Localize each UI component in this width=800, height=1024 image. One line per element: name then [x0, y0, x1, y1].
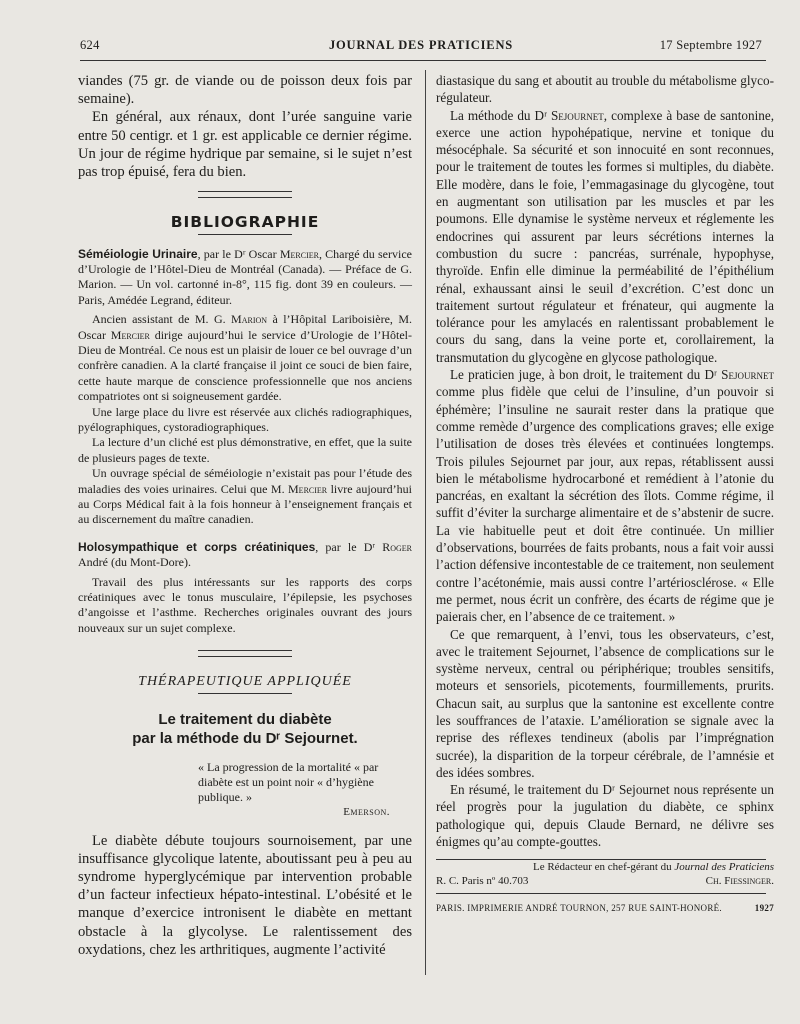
paragraph: viandes (75 gr. de viande ou de poisson deux fois par semaine). [78, 73, 412, 108]
author-name: Mercier [279, 246, 319, 261]
epigraph-quote: « La progression de la mortalité « par diabète est un point noir « d’hygiène publique. » [198, 759, 379, 804]
printer-imprint: PARIS. IMPRIMERIE ANDRÉ TOURNON, 257 RUE SAINT-HONORÉ. 1927 [436, 900, 774, 917]
title-underline [198, 693, 292, 694]
epigraph [198, 760, 412, 820]
issue-date: 17 Septembre 1927 [659, 38, 762, 52]
book-title: Holosympathique et corps créatiniques [78, 539, 316, 554]
paragraph: Ce que remarquent, à l’envi, tous les observateurs, c’est, avec le traitement Sejournet, l’absence de complications sur le système nerveux, central ou périphérique; troubles sensitifs, moteurs et sensoriels, picotements, fourmillements, prurits. Chacun sait, au surplus que la santonine est excellente contre les souffrances de l’ataxie. L’amélioration se signale avec la reprise des réflexes tendineux (abolis par l’imprégnation sucrée), la disparition de la torpeur cérébrale, de l’amnésie et des idées sombres. [436, 626, 774, 780]
article-title: Le traitement du diabète par la méthode du Dʳ Sejournet. [132, 710, 358, 747]
paragraph: En résumé, le traitement du Dʳ Sejournet nous représente un réel progrès pour la jugulation du diabète, ce sphinx pathologique qui, depuis Claude Bernard, ne délivre ses énigmes qu’au compte-gouttes. [436, 782, 774, 850]
registration-number: R. C. Paris nº 40.703 [436, 875, 529, 888]
paragraph: La méthode du Dʳ Sejournet, complexe à base de santonine, exerce une action hypohépatique, nervine et tonique du mésocéphale. Sa sécurité et son innocuité en sont reconnues, pour le traitement de toutes les formes si multiples, du diabète. Elle modère, dans le foie, l’emmagasinage du glycogène, tout en augmentant son utilisation par les muscles et par les poumons. Elle dynamise le système nerveux et réglemente les endocrines qui assurent par leurs sécrétions internes la combustion du sucre : pancréas, surrénale, hypophyse, thyroïde. Enfin elle diminue la perméabilité de l’épithélium rénal, exhaussant ainsi le seuil d’excrétion. C’est donc un traitement surtout régulateur et frénateur, qui augmente la tolérance pour les amylacés en ralentissant probablement le cours du sang, dans la veine porte et, corollairement, la transmutation du glycogène en glycose pathologique. [436, 107, 774, 365]
right-column [436, 72, 774, 918]
paragraph: Le praticien juge, à bon droit, le traitement du Dʳ Sejournet comme plus fidèle que celui de l’insuline, d’un pouvoir si éphémère; l’insuline ne saurait rester dans la pratique que comme remède d’urgence des complications graves; elle exige l’utilisation de doses très élevées et continuées longtemps. Trois pilules Sejournet par jour, aux repas, rétablissent aussi bien le métabolisme hydrocarboné et remédient à l’atonie du pancréas, en exaltant la sécrétion des îlots. Comme régime, il suffit d’éviter la surcharge alimentaire et de s’abstenir de sucre. La vie habituelle peut et doit être continuée. Un millier d’observations, bourrées de faits probants, nous a fait voir aussi l’action défensive incontestable de ce traitement, non seulement contre l’acétonémie, mais aussi contre l’artériosclérose. « Elle me permet, nous écrit un confrère, des écarts de régime que je paierais cher, en l’absence de ce traitement. » [436, 367, 774, 625]
paragraph: Une large place du livre est réservée aux clichés radiographiques, pyélographiques, cystoradiographiques. [78, 404, 412, 434]
paragraph: Un ouvrage spécial de séméiologie n’existait pas pour l’étude des maladies des voies urinaires. Celui que M. Mercier livre aujourd’hui au Corps Médical fait à la fois honneur à l’enseignement français et au discernement du maître canadien. [78, 466, 412, 527]
header-rule [80, 60, 766, 61]
bibliography-entry: Holosympathique et corps créatiniques, par le Dʳ Roger André (du Mont-Dore). [78, 539, 412, 570]
editor-signature: Ch. Fiessinger. [705, 875, 774, 888]
bibliography-entry: Séméiologie Urinaire, par le Dʳ Oscar Mercier, Chargé du service d’Urologie de l’Hôtel-Dieu de Montréal (Canada). — Préface de G. Marion. — Un vol. cartonné in-8°, 115 fig. dont 39 en couleurs. — Paris, Amédée Legrand, éditeur. [78, 246, 412, 307]
epigraph-author: Emerson. [343, 805, 390, 818]
section-title-bibliographie: BIBLIOGRAPHIE [170, 213, 320, 232]
paragraph: La lecture d’un cliché est plus démonstrative, en effet, que la suite de plusieurs pages de texte. [78, 435, 412, 465]
title-underline [198, 234, 292, 235]
section-divider [198, 650, 292, 657]
section-title-therapeutique: THÉRAPEUTIQUE APPLIQUÉE [138, 674, 352, 690]
imprint-year: 1927 [754, 903, 774, 914]
section-divider [198, 191, 292, 198]
page-header [80, 38, 762, 58]
column-divider [425, 70, 426, 975]
book-title: Séméiologie Urinaire [78, 246, 198, 261]
paragraph: Travail des plus intéressants sur les rapports des corps créatiniques avec le tonus musculaire, l’épilepsie, les psychoses d’angoisse et l’asthme. Recherches originales ouvrant des jours nouveaux sur un sujet complexe. [78, 574, 412, 635]
editor-footer: Le Rédacteur en chef-gérant du Journal des Praticiens R. C. Paris nº 40.703 Ch. Fiessinger. [436, 861, 774, 888]
page-number: 624 [80, 38, 100, 52]
paragraph: Le diabète débute toujours sournoisement, par une insuffisance glycolique latente, aboutissant peu à peu au syndrome hyperglycémique par intervention probable d’un facteur infectieux hépato-intestinal. L’obésité et le manque d’exercice intronisent le diabète en mettant obstacle à la glycolyse. Le ralentissement des oxydations, chez les arthritiques, augmente l’activité [78, 832, 412, 958]
left-column [78, 72, 412, 959]
paragraph: Ancien assistant de M. G. Marion à l’Hôpital Lariboisière, M. Oscar Mercier dirige aujourd’hui le service d’Urologie de l’Hôtel-Dieu de Montréal. Ce nous est un plaisir de louer ce bel ouvrage d’un confrère canadien. A la clarté française il joint ce souci de bien faire, cette haute marque de conscience professionnelle que nos anciens compatriotes ont si soigneusement gardée. [78, 312, 413, 404]
author-name: Roger [382, 539, 412, 554]
journal-title: JOURNAL DES PRATICIENS [328, 38, 514, 52]
footer-rule [436, 893, 766, 894]
paragraph: En général, aux rénaux, dont l’urée sanguine varie entre 50 centigr. et 1 gr. est applicable ce dernier régime. Un jour de régime hydrique par semaine, si le sujet n’est pas trop épuisé, fera du bien. [78, 109, 412, 181]
paragraph: diastasique du sang et aboutit au trouble du métabolisme glyco-régulateur. [436, 73, 774, 106]
